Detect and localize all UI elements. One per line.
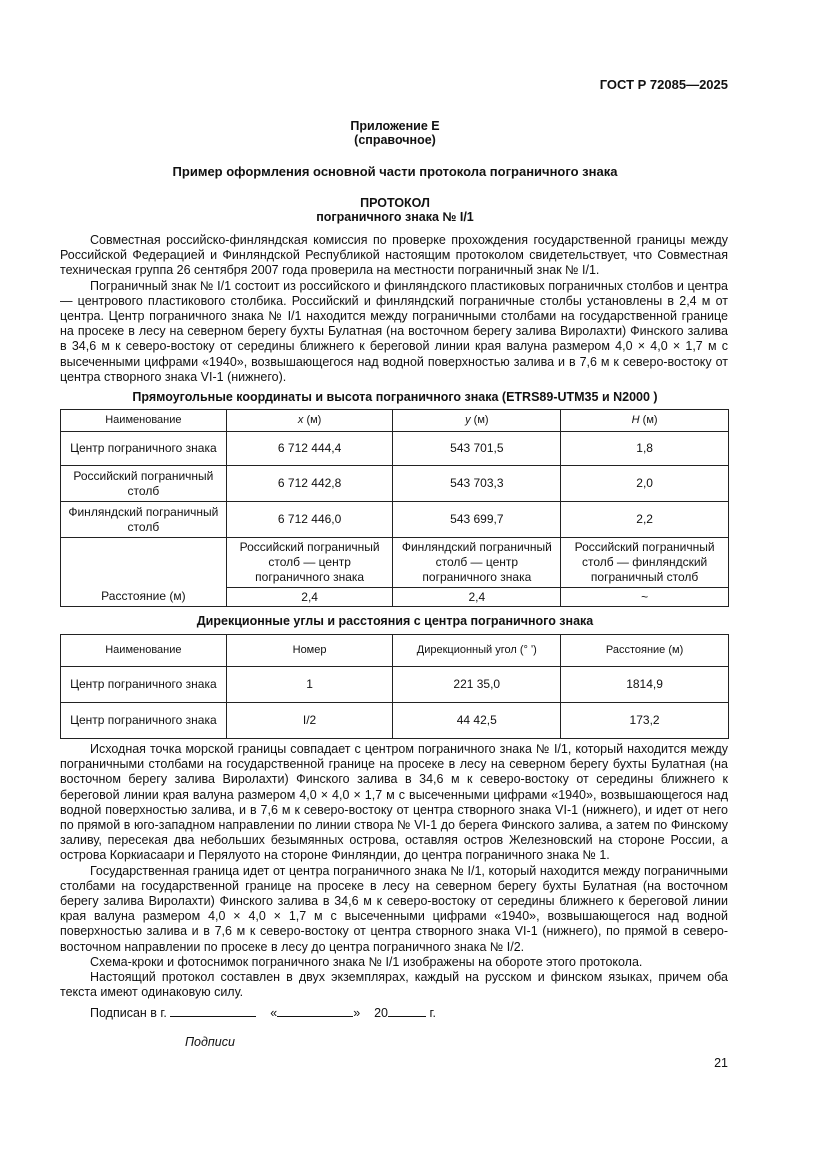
paragraph: Пограничный знак № I/1 состоит из российского и финляндского пластиковых пограничных столбов и центра — центрового пластикового столбика. Российский и финляндский пограничные столбы установлены в 2,4 м от центра. Центр пограничного знака № I/1 находится между пограничными столбами на государственной границе на просеке в лесу на северном берегу бухты Булатная (на восточном берегу залива Виролахти) Финского залива в 34,6 м к северо-востоку от середины ближнего к береговой линии края валуна размером 4,0 × 4,0 × 1,7 м с высеченными цифрами «1940», возвышающегося над водной поверхностью залива и в 7,6 м к северо-востоку от центра створного знака VI-1 (нижнего). <box>60 278 728 384</box>
row-x: 6 712 442,8 <box>226 466 393 502</box>
header-y-symbol: y <box>465 414 471 426</box>
row-distance: 173,2 <box>561 703 729 739</box>
city-blank <box>170 1004 256 1017</box>
row-name: Российский пограничный столб <box>61 466 227 502</box>
quote-close: » <box>353 1006 361 1020</box>
table1-caption: Прямоугольные координаты и высота пограничного знака (ETRS89-UTM35 и N2000 ) <box>132 390 658 404</box>
table-row <box>61 432 729 466</box>
signed-in-label: Подписан в г. <box>90 1006 167 1020</box>
standard-code: ГОСТ Р 72085—2025 <box>599 77 728 92</box>
paragraph: Совместная российско-финляндская комиссия по проверке прохождения государственной границы между Российской Федерацией и Финляндской Республикой настоящим протоколом свидетельствует, что Совместная техническая группа 26 сентября 2007 года проверила на местности пограничный знак № I/1. <box>60 233 728 278</box>
row-x: 6 712 444,4 <box>226 432 393 466</box>
header-name: Наименование <box>61 410 227 432</box>
row-h: 2,0 <box>561 466 729 502</box>
header-name: Наименование <box>61 635 227 667</box>
row-distance: 1814,9 <box>561 667 729 703</box>
date-blank <box>277 1004 353 1017</box>
row-angle: 44 42,5 <box>393 703 561 739</box>
appendix-title: Приложение Е <box>350 119 440 133</box>
distance-value: ~ <box>561 588 729 607</box>
row-name: Центр пограничного знака <box>61 432 227 466</box>
header-x-unit: (м) <box>303 414 322 426</box>
distance-pair: Российский пограничный столб — финляндский пограничный столб <box>561 538 729 588</box>
year-suffix: г. <box>429 1006 437 1020</box>
row-h: 2,2 <box>561 502 729 538</box>
year-blank <box>388 1004 426 1017</box>
paragraph: Настоящий протокол составлен в двух экземплярах, каждый на русском и финском языках, причем оба текста имеют одинаковую силу. <box>60 970 728 1000</box>
row-name: Центр пограничного знака <box>61 667 227 703</box>
paragraph: Государственная граница идет от центра пограничного знака № I/1, который находится между пограничными столбами на государственной границе на просеке в лесу на северном берегу бухты Булатная (на восточном берегу залива Виролахти) Финского залива в 34,6 м к северо-востоку от середины ближнего к береговой линии края валуна размером 4,0 × 4,0 × 1,7 м с высеченными цифрами «1940», возвышающегося над водной поверхностью залива и в 7,6 м к северо-востоку от центра створного знака VI-1 (нижнего), по прямой в северо-восточном направлении по просеке в лесу до центра пограничного знака № I/2. <box>60 863 728 954</box>
row-angle: 221 35,0 <box>393 667 561 703</box>
table-row <box>61 502 729 538</box>
row-y: 543 699,7 <box>393 502 561 538</box>
paragraph: Схема-кроки и фотоснимок пограничного знака № I/1 изображены на обороте этого протокола. <box>90 954 643 969</box>
protocol-subtitle: пограничного знака № I/1 <box>316 210 474 224</box>
body-text <box>60 742 728 1000</box>
signatures-label: Подписи <box>185 1035 235 1049</box>
signed-in-line <box>90 1004 436 1020</box>
header-x <box>226 410 393 432</box>
row-name: Центр пограничного знака <box>61 703 227 739</box>
header-x-symbol: x <box>297 414 304 426</box>
quote-open: « <box>270 1006 278 1020</box>
distance-value: 2,4 <box>393 588 561 607</box>
header-h-unit: (м) <box>639 414 658 426</box>
intro-text <box>60 233 728 385</box>
row-y: 543 703,3 <box>393 466 561 502</box>
distance-label: Расстояние (м) <box>61 538 227 607</box>
header-h <box>561 410 729 432</box>
protocol-title: ПРОТОКОЛ <box>360 196 430 210</box>
page-number: 21 <box>714 1056 728 1070</box>
distance-pair: Финляндский пограничный столб — центр пограничного знака <box>393 538 561 588</box>
row-x: 6 712 446,0 <box>226 502 393 538</box>
paragraph: Исходная точка морской границы совпадает с центром пограничного знака № I/1, который находится между пограничными столбами на государственной границе на просеке в лесу на северном берегу бухты Булатная (на восточном берегу залива Виролахти) Финского залива в 34,6 м к северо-востоку от середины ближнего к береговой линии края валуна размером 4,0 × 4,0 × 1,7 м с высеченными цифрами «1940», возвышающегося над водной поверхностью залива, и в 7,6 м к северо-востоку от центра створного знака VI-1 (нижнего), и идет от него по прямой в юго-западном направлении по линии створа № VI-1 до берега Финского залива, а затем по Финскому заливу, пересекая два небольших безымянных острова, оставляя остров Железновский на стороне России, а острова Коркиасаари и Перялуото на стороне Финляндии, до центра пограничного знака № 1. <box>60 742 728 863</box>
table-row <box>61 667 729 703</box>
header-number: Номер <box>226 635 393 667</box>
directions-table <box>60 634 729 739</box>
row-number: I/2 <box>226 703 393 739</box>
header-y-unit: (м) <box>470 414 489 426</box>
year-prefix: 20 <box>374 1006 389 1020</box>
table-row <box>61 466 729 502</box>
row-y: 543 701,5 <box>393 432 561 466</box>
table-row <box>61 703 729 739</box>
header-y <box>393 410 561 432</box>
table-row <box>61 538 729 588</box>
row-name: Финляндский пограничный столб <box>61 502 227 538</box>
distance-pair: Российский пограничный столб — центр пограничного знака <box>226 538 393 588</box>
header-angle: Дирекционный угол (° ʹ) <box>393 635 561 667</box>
main-title: Пример оформления основной части протокола пограничного знака <box>172 164 618 179</box>
distance-value: 2,4 <box>226 588 393 607</box>
coordinates-table <box>60 409 729 607</box>
header-h-symbol: H <box>631 414 640 426</box>
row-number: 1 <box>226 667 393 703</box>
table2-caption: Дирекционные углы и расстояния с центра пограничного знака <box>196 614 594 628</box>
appendix-subtitle: (справочное) <box>354 133 436 147</box>
header-distance: Расстояние (м) <box>561 635 729 667</box>
row-h: 1,8 <box>561 432 729 466</box>
